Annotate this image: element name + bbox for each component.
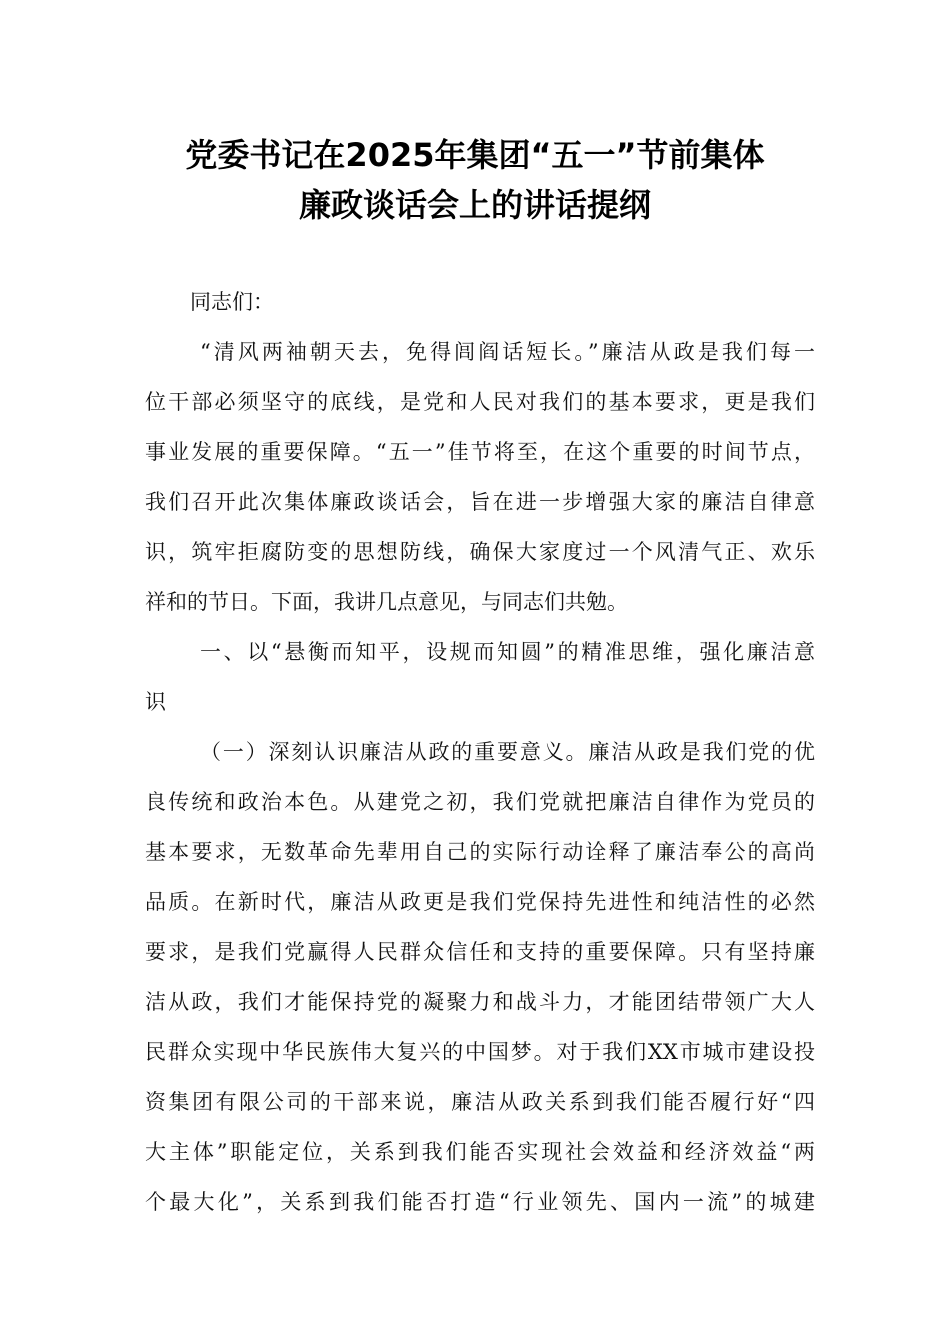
subsection-1-line: 大主体”职能定位，关系到我们能否实现社会效益和经济效益“两 xyxy=(145,1140,815,1164)
intro-paragraph-line: 事业发展的重要保障。“五一”佳节将至，在这个重要的时间节点， xyxy=(145,440,815,464)
intro-paragraph-line: 祥和的节日。下面，我讲几点意见，与同志们共勉。 xyxy=(145,590,628,614)
subsection-1-line: 基本要求，无数革命先辈用自己的实际行动诠释了廉洁奉公的高尚 xyxy=(145,840,815,864)
subsection-1-line: 资集团有限公司的干部来说，廉洁从政关系到我们能否履行好“四 xyxy=(145,1090,815,1114)
section-1-heading-line: 识 xyxy=(145,690,166,714)
section-1-heading-line: 一、以“悬衡而知平，设规而知圆”的精准思维，强化廉洁意 xyxy=(200,640,815,664)
subsection-1-line: 品质。在新时代，廉洁从政更是我们党保持先进性和纯洁性的必然 xyxy=(145,890,815,914)
intro-paragraph-line: “清风两袖朝天去，免得闾阎话短长。”廉洁从政是我们每一 xyxy=(200,340,815,364)
subsection-1-line: 个最大化”，关系到我们能否打造“行业领先、国内一流”的城建 xyxy=(145,1190,815,1214)
intro-paragraph-line: 位干部必须坚守的底线，是党和人民对我们的基本要求，更是我们 xyxy=(145,390,815,414)
salutation: 同志们： xyxy=(190,290,274,314)
intro-paragraph-line: 我们召开此次集体廉政谈话会，旨在进一步增强大家的廉洁自律意 xyxy=(145,490,815,514)
subsection-1-line: 要求，是我们党赢得人民群众信任和支持的重要保障。只有坚持廉 xyxy=(145,940,815,964)
intro-paragraph-line: 识，筑牢拒腐防变的思想防线，确保大家度过一个风清气正、欢乐 xyxy=(145,540,815,564)
subsection-1-line: 洁从政，我们才能保持党的凝聚力和战斗力，才能团结带领广大人 xyxy=(145,990,815,1014)
subsection-1-line: （一）深刻认识廉洁从政的重要意义。廉洁从政是我们党的优 xyxy=(200,740,815,764)
subsection-1-line: 民群众实现中华民族伟大复兴的中国梦。对于我们XX市城市建设投 xyxy=(145,1040,815,1064)
document-title-line-1: 党委书记在2025年集团“五一”节前集体 xyxy=(185,136,765,174)
document-title-line-2: 廉政谈话会上的讲话提纲 xyxy=(298,186,651,224)
subsection-1-line: 良传统和政治本色。从建党之初，我们党就把廉洁自律作为党员的 xyxy=(145,790,815,814)
